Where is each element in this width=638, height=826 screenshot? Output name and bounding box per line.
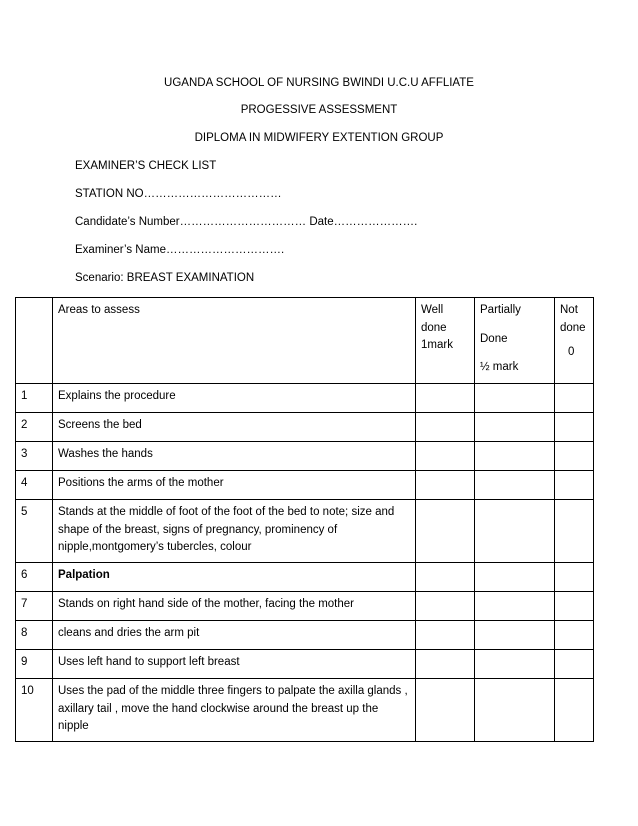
header-well-line3: 1mark xyxy=(421,339,453,351)
row-text: Washes the hands xyxy=(53,442,416,471)
checklist-heading: EXAMINER’S CHECK LIST xyxy=(75,160,217,172)
partially-done-cell[interactable] xyxy=(475,650,555,679)
not-done-cell[interactable] xyxy=(555,500,594,563)
row-number: 1 xyxy=(16,384,53,413)
well-done-cell[interactable] xyxy=(416,679,475,742)
row-text: Stands at the middle of foot of the foot of the bed to note; size and shape of the breast, signs of pregnancy, prominency of nipple,montgomery’s tubercles, colour xyxy=(53,500,416,563)
well-done-cell[interactable] xyxy=(416,563,475,592)
well-done-cell[interactable] xyxy=(416,471,475,500)
partially-done-cell[interactable] xyxy=(475,471,555,500)
header-partial-line3: ½ mark xyxy=(480,361,519,373)
table-row xyxy=(16,650,594,679)
examiner-name-field: Examiner’s Name…………………………. xyxy=(75,244,285,256)
header-not-line1: Not xyxy=(560,304,578,316)
table-row xyxy=(16,413,594,442)
not-done-cell[interactable] xyxy=(555,384,594,413)
not-done-cell[interactable] xyxy=(555,592,594,621)
well-done-cell[interactable] xyxy=(416,500,475,563)
not-done-cell[interactable] xyxy=(555,442,594,471)
table-row xyxy=(16,384,594,413)
header-not-line3: 0 xyxy=(568,346,575,358)
table-header-row xyxy=(16,298,594,384)
table-row xyxy=(16,500,594,563)
candidate-date-field: Candidate’s Number…………………………… Date…………………. xyxy=(75,216,418,228)
program-title: DIPLOMA IN MIDWIFERY EXTENTION GROUP xyxy=(194,132,444,144)
row-text: Uses the pad of the middle three fingers to palpate the axilla glands , axillary tail , move the hand clockwise around the breast up the nipple xyxy=(53,679,416,742)
station-field: STATION NO……………………………… xyxy=(75,188,282,200)
header-not-line2: done xyxy=(560,321,586,334)
row-number: 7 xyxy=(16,592,53,621)
partially-done-cell[interactable] xyxy=(475,442,555,471)
row-number: 2 xyxy=(16,413,53,442)
not-done-cell[interactable] xyxy=(555,563,594,592)
row-number: 4 xyxy=(16,471,53,500)
header-areas: Areas to assess xyxy=(53,298,416,384)
partially-done-cell[interactable] xyxy=(475,621,555,650)
row-text: Stands on right hand side of the mother, facing the mother xyxy=(53,592,416,621)
not-done-cell[interactable] xyxy=(555,650,594,679)
not-done-cell[interactable] xyxy=(555,679,594,742)
partially-done-cell[interactable] xyxy=(475,563,555,592)
well-done-cell[interactable] xyxy=(416,442,475,471)
header-well-done xyxy=(416,298,475,384)
not-done-cell[interactable] xyxy=(555,471,594,500)
partially-done-cell[interactable] xyxy=(475,500,555,563)
not-done-cell[interactable] xyxy=(555,413,594,442)
table-row xyxy=(16,621,594,650)
header-well-line1: Well xyxy=(421,304,444,316)
header-partial-line1: Partially xyxy=(480,304,521,316)
school-title: UGANDA SCHOOL OF NURSING BWINDI U.C.U AFFLIATE xyxy=(164,77,474,89)
assessment-table xyxy=(15,297,594,742)
row-number: 8 xyxy=(16,621,53,650)
table-row xyxy=(16,592,594,621)
table-row xyxy=(16,442,594,471)
partially-done-cell[interactable] xyxy=(475,384,555,413)
assessment-title: PROGESSIVE ASSESSMENT xyxy=(240,104,398,116)
row-text: Uses left hand to support left breast xyxy=(53,650,416,679)
header-partial-line2: Done xyxy=(480,332,508,345)
well-done-cell[interactable] xyxy=(416,621,475,650)
row-text: cleans and dries the arm pit xyxy=(53,621,416,650)
row-number: 3 xyxy=(16,442,53,471)
well-done-cell[interactable] xyxy=(416,650,475,679)
scenario-label: Scenario: BREAST EXAMINATION xyxy=(75,272,255,284)
table-row xyxy=(16,679,594,742)
well-done-cell[interactable] xyxy=(416,413,475,442)
header-partially-done xyxy=(475,298,555,384)
not-done-cell[interactable] xyxy=(555,621,594,650)
row-text: Positions the arms of the mother xyxy=(53,471,416,500)
row-text: Screens the bed xyxy=(53,413,416,442)
partially-done-cell[interactable] xyxy=(475,679,555,742)
row-text: Explains the procedure xyxy=(53,384,416,413)
row-number: 10 xyxy=(16,679,53,742)
table-row xyxy=(16,471,594,500)
header-not-done xyxy=(555,298,594,384)
well-done-cell[interactable] xyxy=(416,384,475,413)
partially-done-cell[interactable] xyxy=(475,413,555,442)
partially-done-cell[interactable] xyxy=(475,592,555,621)
table-row xyxy=(16,563,594,592)
row-number: 6 xyxy=(16,563,53,592)
well-done-cell[interactable] xyxy=(416,592,475,621)
row-number: 5 xyxy=(16,500,53,563)
row-number: 9 xyxy=(16,650,53,679)
header-number-cell xyxy=(16,298,53,384)
header-well-line2: done xyxy=(421,321,447,334)
row-text: Palpation xyxy=(53,563,416,592)
